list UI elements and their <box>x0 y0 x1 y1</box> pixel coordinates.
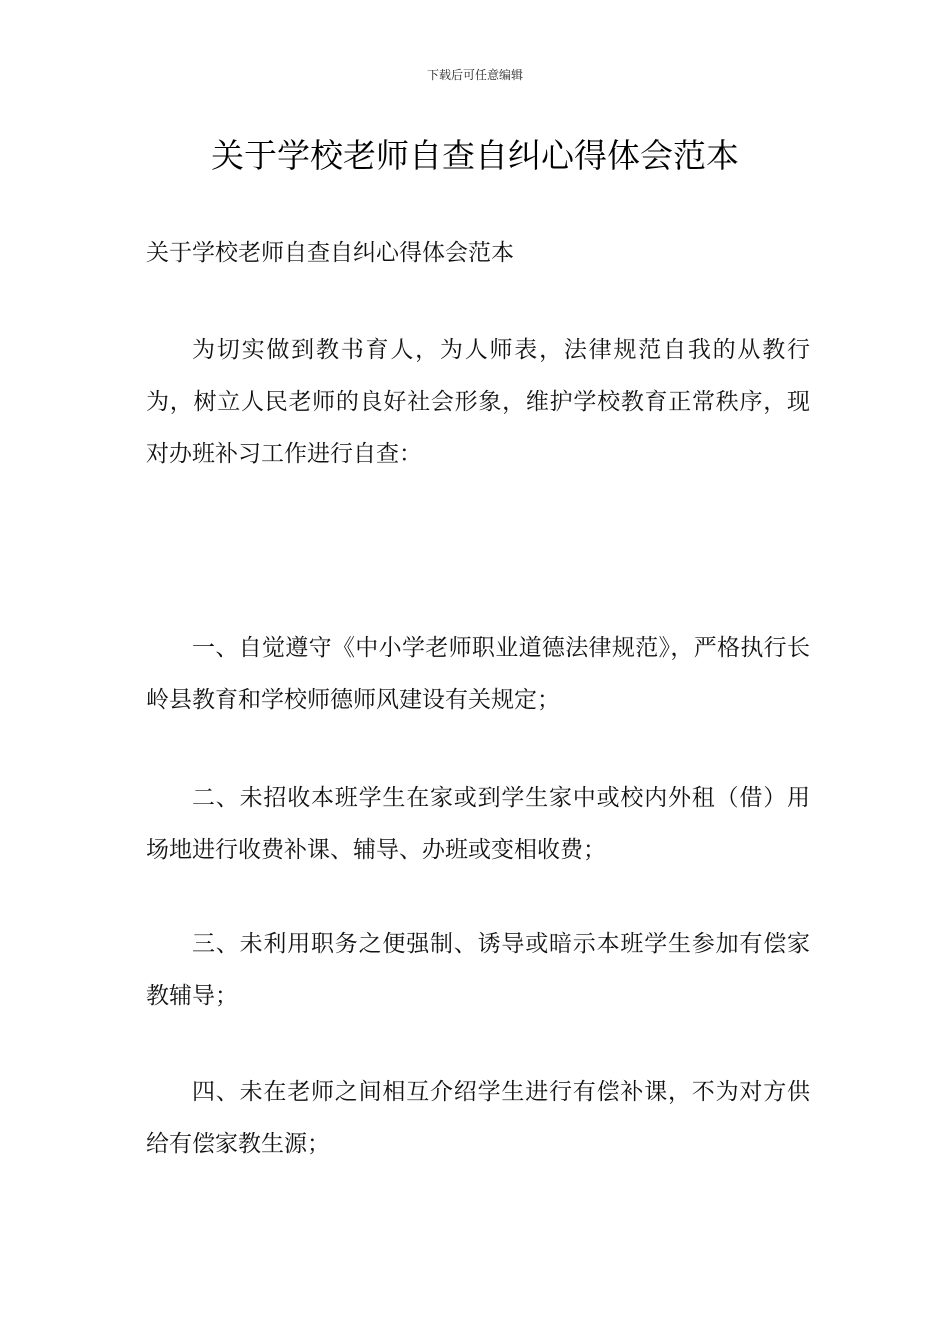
paragraph-item-4: 四、未在老师之间相互介绍学生进行有偿补课，不为对方供给有偿家教生源； <box>146 1079 810 1157</box>
paragraph-item-1: 一、自觉遵守《中小学老师职业道德法律规范》，严格执行长岭县教育和学校师德师风建设有关规定； <box>146 635 810 713</box>
document-title: 关于学校老师自查自纠心得体会范本 <box>211 136 739 175</box>
paragraph-item-2: 二、未招收本班学生在家或到学生家中或校内外租（借）用场地进行收费补课、辅导、办班或变相收费； <box>146 785 810 863</box>
document-subtitle: 关于学校老师自查自纠心得体会范本 <box>146 240 514 266</box>
paragraph-item-3: 三、未利用职务之便强制、诱导或暗示本班学生参加有偿家教辅导； <box>146 931 810 1009</box>
header-note: 下载后可任意编辑 <box>426 68 523 82</box>
paragraph-intro: 为切实做到教书育人，为人师表，法律规范自我的从教行为，树立人民老师的良好社会形象，维护学校教育正常秩序，现对办班补习工作进行自查： <box>146 337 810 467</box>
